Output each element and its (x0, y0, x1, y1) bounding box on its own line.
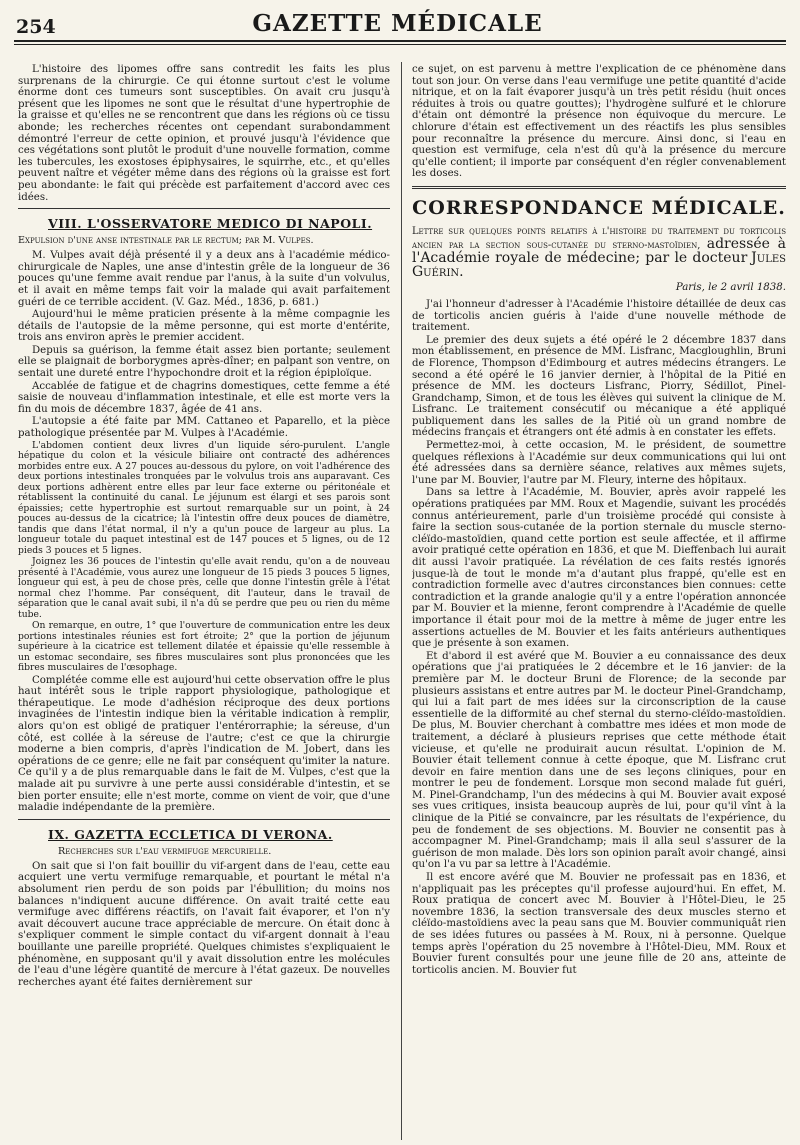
section-rule (18, 208, 390, 209)
paragraph: Et d'abord il est avéré que M. Bouvier a eu connaissance des deux opérations que j'ai pratiquées le 2 décembre et le 16 janvier: de la première par M. le docteur Bruni de Florence; de la seconde par plusieurs assistans et entre autres par M. le docteur Pinel-Grandchamp, qui lui a fait part de mes idées sur la circonscription de la cause essentielle de la difformité au chef sternal du sterno-cléïdo-mastoïdien. De plus, M. Bouvier cherchant à combattre mes idées et mon mode de traitement, a déclaré à plusieurs reprises que cette méthode était vicieuse, et qu'elle ne produirait aucun résultat. L'opinion de M. Bouvier était tellement connue à cette époque, que M. Lisfranc crut devoir en faire mention dans une de ses leçons cliniques, pour en montrer le peu de fondement. Lorsque mon second malade fut guéri, M. Pinel-Grandchamp, l'un des médecins à qui M. Bouvier avait exposé ses vues critiques, insista beaucoup auprès de lui, pour qu'il vînt à la clinique de la Pitié se convaincre, par les résultats de l'expérience, du peu de fondement de ses objections. M. Bouvier ne consentit pas à accompagner M. Pinel-Grandchamp; mais il alla seul s'assurer de la guérison de mon malade. Dès lors son opinion paraît avoir changé, ainsi qu'on l'a vu par sa lettre à l'Académie. (412, 650, 786, 871)
left-column (18, 64, 390, 1140)
paragraph: Accablée de fatigue et de chagrins domestiques, cette femme a été saisie de nouveau d'inflammation intestinale, et elle est morte vers la fin du mois de décembre 1837, âgée de 41 ans. (18, 380, 390, 415)
journal-title: GAZETTE MÉDICALE (252, 10, 543, 37)
correspondance-title: CORRESPONDANCE MÉDICALE. (412, 196, 786, 219)
paragraph: On remarque, en outre, 1° que l'ouverture de communication entre les deux portions intestinales réunies est fort étroite; 2° que la portion de jéjunum supérieure à la cicatrice est tellement dilatée et épaissie qu'elle ressemble à un estomac secondaire, ses fibres musculaires sont plus prononcées que les fibres musculaires de l'œsophage. (18, 620, 390, 674)
paragraph: L'autopsie a été faite par MM. Cattaneo et Paparello, et la pièce pathologique présentée par M. Vulpes à l'Académie. (18, 416, 390, 440)
paragraph: Le premier des deux sujets a été opéré le 2 décembre 1837 dans mon établissement, en présence de MM. Lisfranc, Macgloughlin, Bruni de Florence, Thompson d'Edimbourg et autres médecins étrangers. Le second a été opéré le 16 janvier dernier, à l'hôpital de la Pitié en présence de MM. les docteurs Lisfranc, Piorry, Sédillot, Pinel-Grandchamp, Simon, et de tous les élèves qui suivent la clinique de M. Lisfranc. Le traitement consécutif ou mécanique a été appliqué publiquement dans les salles de la Pitié où un grand nombre de médecins français et étrangers ont été admis à en constater les effets. (412, 334, 786, 439)
letter-title-part: adressée à l'Académie royale de médecine; par le docteur (412, 235, 786, 266)
paragraph: Aujourd'hui le même praticien présente à la même compagnie les détails de l'autopsie de la même personne, qui est morte d'entérite, trois ans environ après le premier accident. (18, 309, 390, 344)
section-rule (18, 819, 390, 820)
paragraph: Joignez les 36 pouces de l'intestin qu'elle avait rendu, qu'on a de nouveau présenté à l'Académie, vous aurez une longueur de 15 pieds 3 pouces 5 lignes, longueur qui est, à peu de chose près, celle que donne l'intestin grêle à l'état normal chez l'homme. Par conséquent, dit l'auteur, dans le travail de séparation que le canal avait subi, il n'a dû se perdre que peu ou rien du même tube. (18, 556, 390, 620)
letter-author: Jules Guérin. (412, 249, 786, 280)
section-title: IX. GAZETTA ECCLETICA DI VERONA. (48, 826, 333, 842)
header-rule-top (14, 40, 786, 42)
paragraph: Il est encore avéré que M. Bouvier ne professait pas en 1836, et n'appliquait pas les préceptes qu'il professe aujourd'hui. En effet, M. Roux pratiqua de concert avec M. Bouvier à l'Hôtel-Dieu, le 25 novembre 1836, la section transversale des deux muscles sterno et cléïdo-mastoïdiens avec la peau sans que M. Bouvier communiquât rien de ses idées futures ou passées à M. Roux, ni à personne. Quelque temps après l'opération du 25 novembre à l'Hôtel-Dieu, MM. Roux et Bouvier furent consultés pour une jeune fille de 20 ans, atteinte de torticolis ancien. M. Bouvier fut (412, 872, 786, 976)
letter-title (412, 225, 786, 280)
right-column (412, 64, 786, 1140)
page-header (10, 4, 785, 38)
paragraph: Complétée comme elle est aujourd'hui cette observation offre le plus haut intérêt sous le triple rapport physiologique, pathologique et thérapeutique. Le mode d'adhésion réciproque des deux portions invaginées de l'intestin indique bien la véritable indication à remplir, alors qu'on est obligé de pratiquer l'entérorraphie; la séreuse, d'un côté, est collée à la séreuse de l'autre; c'est ce que la chirurgie moderne a bien compris, d'après l'indication de M. Jobert, dans les opérations de ce genre; elle ne fait par conséquent qu'imiter la nature. Ce qu'il y a de plus remarquable dans le fait de M. Vulpes, c'est que la malade ait pu survivre à une perte aussi considérable d'intestin, et se bien porter ensuite; elle n'est morte, comme on vient de voir, que d'une maladie indépendante de la première. (18, 674, 390, 814)
page-number: 254 (16, 16, 56, 38)
column-divider (401, 62, 402, 1140)
letter-title-part: Lettre sur quelques points relatifs à l'histoire du traitement du torticolis ancien par la section sous-cutanée du sterno-mastoïdien, (412, 225, 786, 251)
paragraph: On sait que si l'on fait bouillir du vif-argent dans de l'eau, cette eau acquiert une vertu vermifuge remarquable, et pourtant le métal n'a absolument rien perdu de son poids par l'ébullition; du moins nos balances n'indiquent aucune différence. On avait traité cette eau vermifuge avec différens réactifs, on l'avait fait évaporer, et l'on n'y avait découvert aucune trace appréciable de mercure. On était donc à s'expliquer comment le simple contact du vif-argent donnait à l'eau bouillante une pareille propriété. Quelques chimistes s'expliquaient le phénomène, en supposant qu'il y avait dissolution entre les molécules de l'eau d'une légère quantité de mercure à l'état gazeux. De nouvelles recherches ayant été faites dernièrement sur (18, 860, 390, 988)
paragraph: J'ai l'honneur d'adresser à l'Académie l'histoire détaillée de deux cas de torticolis ancien guéris à l'aide d'une nouvelle méthode de traitement. (412, 298, 786, 334)
section-title: VIII. L'OSSERVATORE MEDICO DI NAPOLI. (48, 216, 373, 232)
paragraph: ce sujet, on est parvenu à mettre l'explication de ce phénomène dans tout son jour. On verse dans l'eau vermifuge une petite quantité d'acide nitrique, et on la fait évaporer jusqu'à un très petit résidu (huit onces réduites à trois ou quatre gouttes); l'hydrogène sulfuré et le chlorure d'étain ont démontré la présence non équivoque du mercure. Le chlorure d'étain est effectivement un des réactifs les plus sensibles pour reconnaître la présence du mercure. Ainsi donc, si l'eau en question est vermifuge, cela n'est dû qu'à la présence du mercure qu'elle contient; il importe par conséquent d'en régler convenablement les doses. (412, 64, 786, 180)
paragraph: Permettez-moi, à cette occasion, M. le président, de soumettre quelques réflexions à l'Académie sur deux communications qui lui ont été adressées dans sa dernière séance, relatives aux mêmes sujets, l'une par M. Bouvier, l'autre par M. Fleury, interne des hôpitaux. (412, 440, 786, 486)
paragraph: Dans sa lettre à l'Académie, M. Bouvier, après avoir rappelé les opérations pratiquées par MM. Roux et Magendie, suivant les procédés connus antérieurement, parle d'un troisième procédé qui consiste à faire la section sous-cutanée de la portion sternale du muscle sterno-cléïdo-mastoïdien, quand cette portion est seule affectée, et il affirme avoir pratiqué cette opération en 1836, et que M. Dieffenbach lui aurait dit aussi l'avoir pratiquée. La révélation de ces faits restés ignorés jusque-là de tout le monde m'a d'autant plus frappé, qu'elle est en contradiction formelle avec d'autres circonstances bien connues: cette contradiction et la grande analogie qu'il y a entre l'opération annoncée par M. Bouvier et la mienne, feront comprendre à l'Académie de quelle importance il était pour moi de la mettre à même de juger entre les assertions actuelles de M. Bouvier et les faits antérieurs authentiques que je présente à son examen. (412, 487, 786, 650)
paragraph: L'histoire des lipomes offre sans contredit les faits les plus surprenans de la chirurgie. Ce qui étonne surtout c'est le volume énorme dont ces tumeurs sont susceptibles. On avait cru jusqu'à présent que les lipomes ne sont que le résultat d'une hypertrophie de la graisse et qu'elles ne se rencontrent que dans les régions où ce tissu abonde; les recherches récentes ont cependant surabondamment démontré l'erreur de cette opinion, et prouvé jusqu'à l'évidence que ces végétations sont plutôt le produit d'une nouvelle formation, comme les tubercules, les exostoses épiphysaires, le squirrhe, etc., et qu'elles peuvent naître et végéter même dans des régions où la graisse est fort peu abondante: le fait qui précède est parfaitement d'accord avec ces idées. (18, 64, 390, 203)
section-subtitle: Recherches sur l'eau vermifuge mercurielle. (58, 845, 272, 857)
section-subtitle: Expulsion d'une anse intestinale par le rectum; par M. Vulpes. (18, 235, 314, 247)
paragraph: M. Vulpes avait déjà présenté il y a deux ans à l'académie médico-chirurgicale de Naples, une anse d'intestin grêle de la longueur de 36 pouces qu'une femme avait rendue par l'anus, à la suite d'un volvulus, et il avait en même temps fait voir la malade qui avait parfaitement guéri de ce terrible accident. (V. Gaz. Méd., 1836, p. 681.) (18, 250, 390, 308)
header-rule-bottom (14, 44, 786, 45)
section-rule (412, 186, 786, 189)
paragraph: L'abdomen contient deux livres d'un liquide séro-purulent. L'angle hépatique du colon et la vésicule biliaire ont contracté des adhérences morbides entre eux. A 27 pouces au-dessous du pylore, on voit l'adhérence des deux portions intestinales tronquées par le volvulus trois ans auparavant. Ces deux portions adhèrent entre elles par leur face externe ou péritonéale et rétablissent la continuité du canal. Le jéjunum est élargi et ses parois sont épaissies; cette hypertrophie est surtout remarquable sur un point, à 24 pouces au-dessus de la cicatrice; là l'intestin offre deux pouces de diamètre, tandis que dans l'état normal, il n'y a qu'un pouce de largeur au plus. La longueur totale du paquet intestinal est de 147 pouces et 5 lignes, ou de 12 pieds 3 pouces et 5 lignes. (18, 439, 390, 556)
paragraph: Depuis sa guérison, la femme était assez bien portante; seulement elle se plaignait de borborygmes après-dîner; en palpant son ventre, on sentait une dureté entre l'hypochondre droit et la région épiploïque. (18, 344, 390, 380)
letter-date: Paris, le 2 avril 1838. (675, 281, 786, 293)
